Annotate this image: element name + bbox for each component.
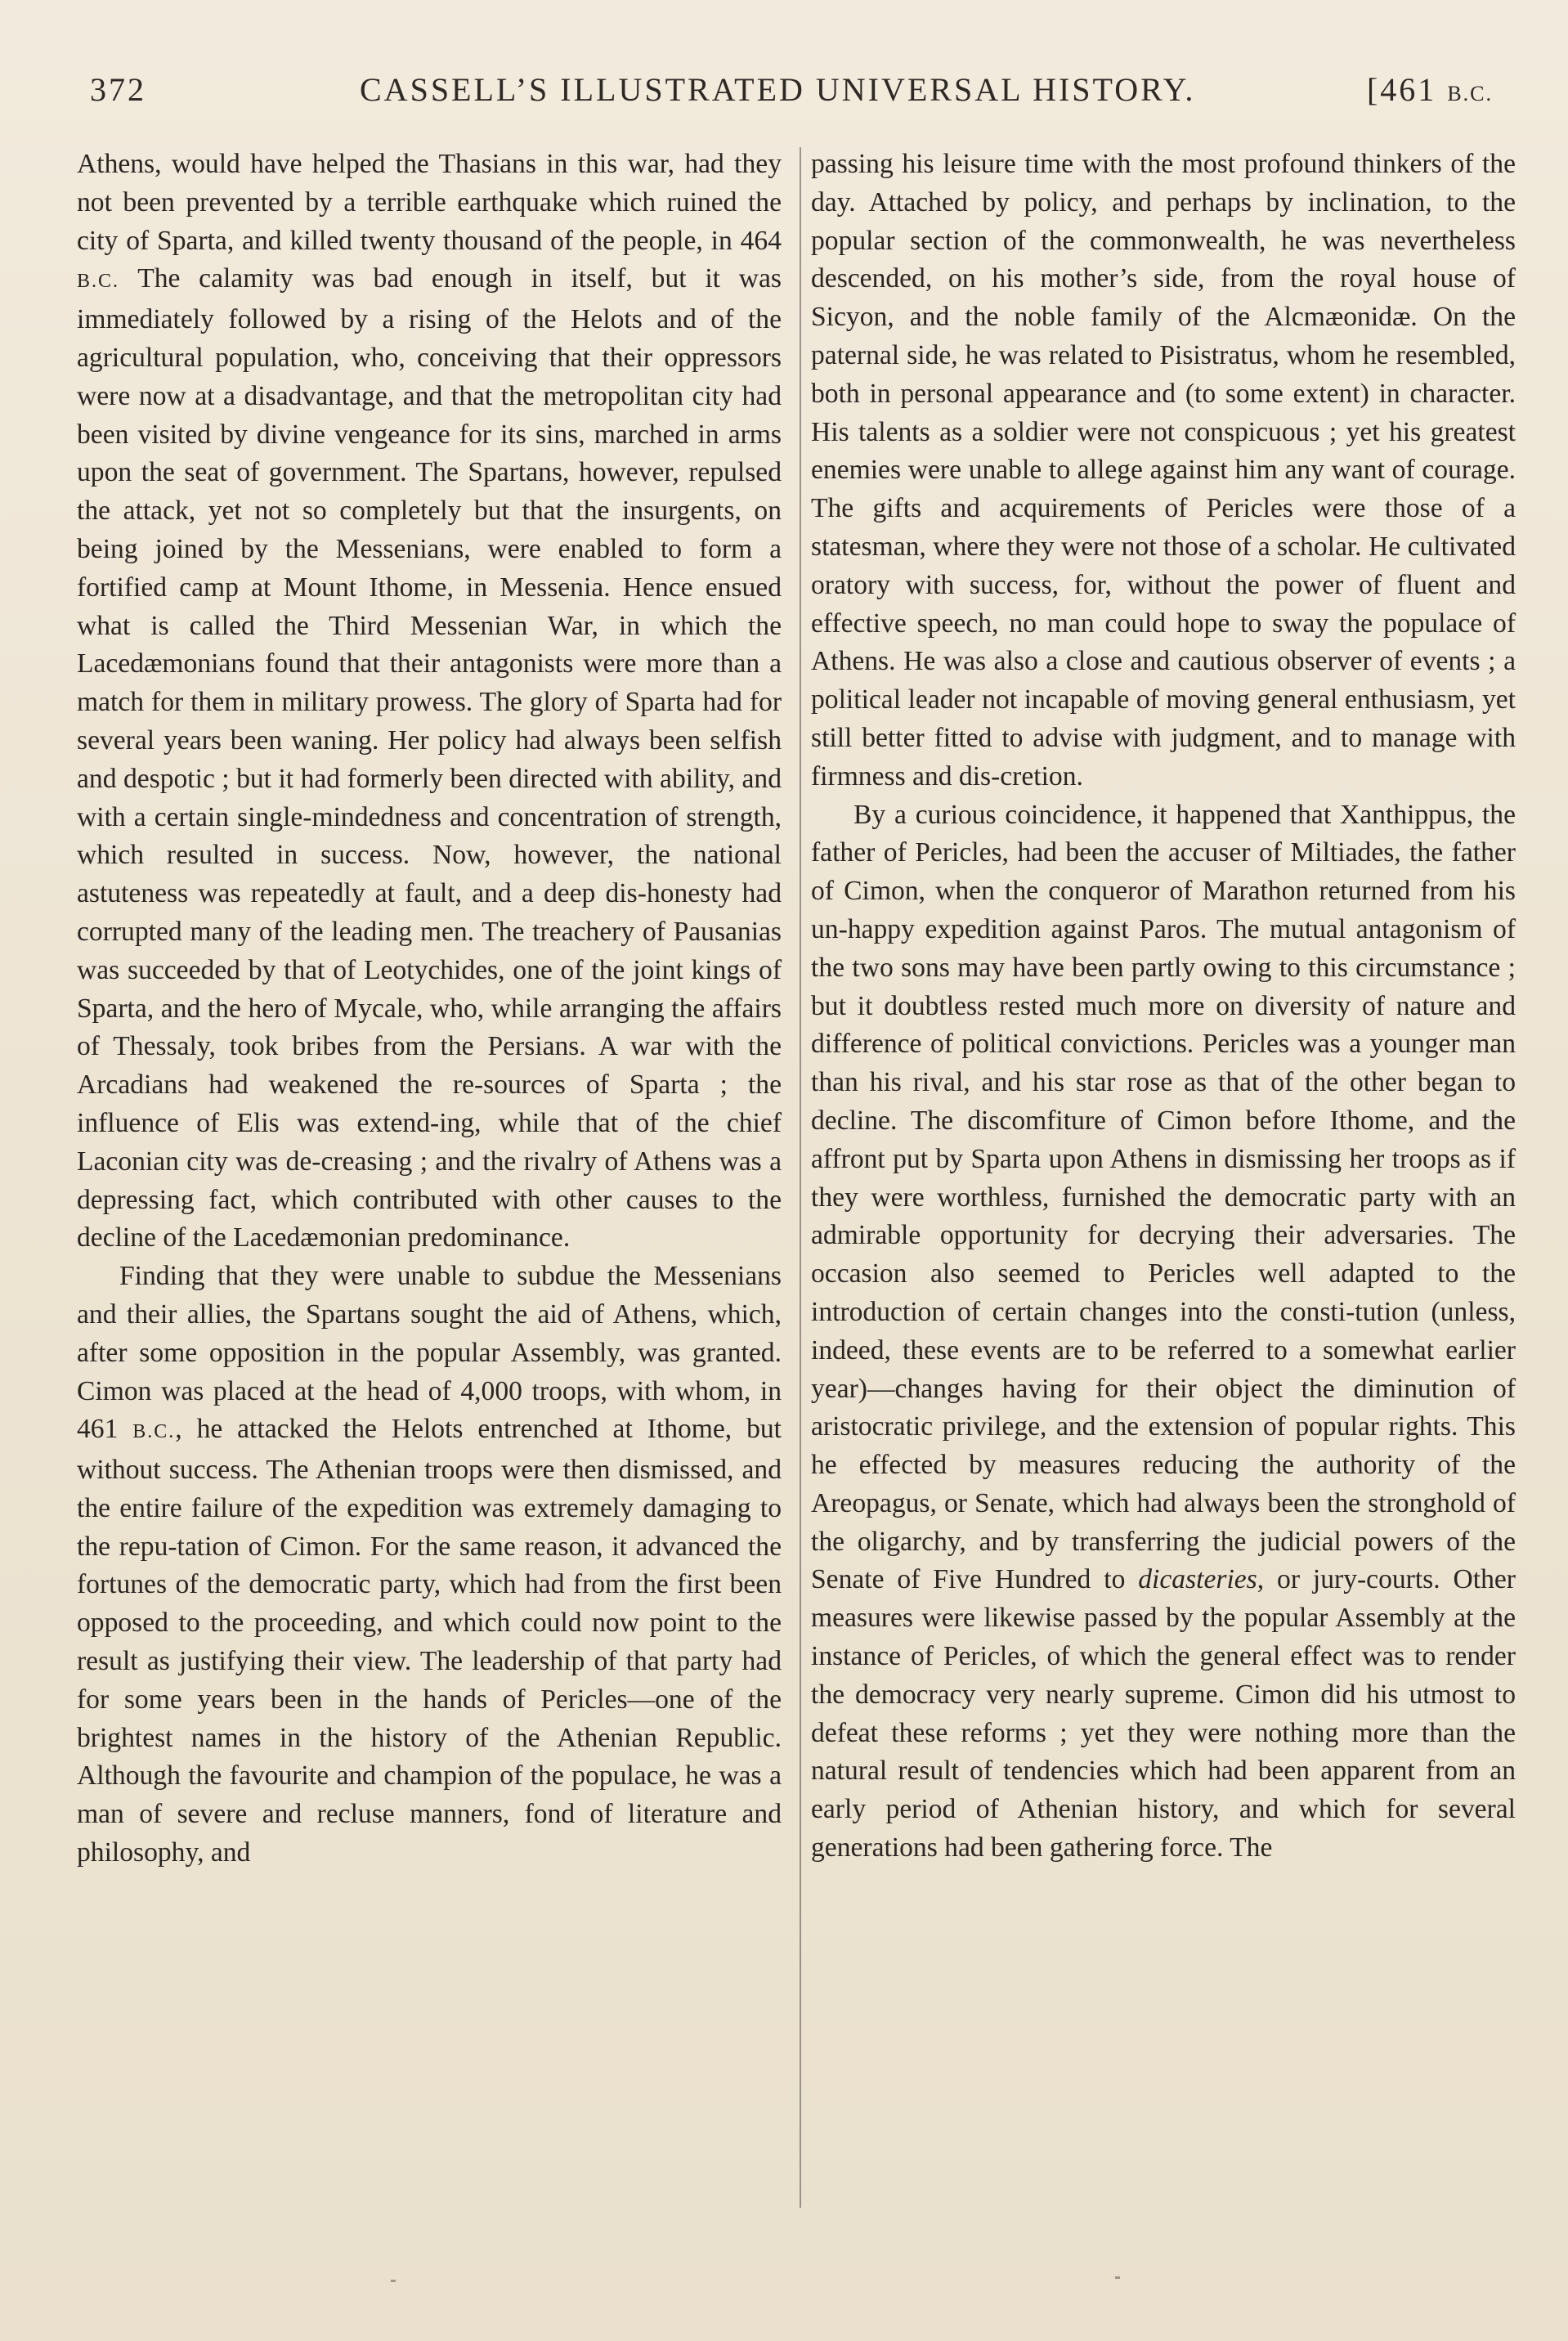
print-speck (391, 2280, 396, 2282)
book-title: CASSELL’S ILLUSTRATED UNIVERSAL HISTORY. (360, 71, 1196, 108)
left-column (77, 146, 782, 1872)
era-abbreviation: B.C. (77, 271, 120, 293)
text-run: Finding that they were unable to subdue the Messenians and their allies, the Spartans sought the aid of Athens, which, after some opposition in the popular Assembly, was granted. Cimon was placed at the head of 4,000 troops, with whom, in 461 (77, 1261, 782, 1445)
paragraph (811, 796, 1516, 1868)
running-head (90, 67, 1493, 116)
text-run: The calamity was bad enough in itself, but it was immediately followed by a rising of the Helots and of the agricultural population, who, conceiving that their oppressors were now at a disadvantage, and that the metropolitan city had been visited by divine vengeance for its sins, marched in arms upon the seat of government. The Spartans, however, repulsed the attack, yet not so completely but that the insurgents, on being joined by the Messenians, were enabled to form a fortified camp at Mount Ithome, in Messenia. Hence ensued what is called the Third Messenian War, in which the Lacedæmonians found that their antagonists were more than a match for them in military prowess. The glory of Sparta had for several years been waning. Her policy had always been selfish and despotic ; but it had formerly been directed with ability, and with a certain single-mindedness and concentration of strength, which resulted in success. Now, however, the national astuteness was repeatedly at fault, and a deep dis-honesty had corrupted many of the leading men. The treachery of Pausanias was succeeded by that of Leotychides, one of the joint kings of Sparta, and the hero of Mycale, who, while arranging the affairs of Thessaly, took bribes from the Persians. A war with the Arcadians had weakened the re-sources of Sparta ; the influence of Elis was extend-ing, while that of the chief Laconian city was de-creasing ; and the rivalry of Athens was a depressing fact, which contributed with other causes to the decline of the Lacedæmonian predominance. (77, 263, 782, 1253)
text-run: Athens, would have helped the Thasians in this war, had they not been prevented by a terrible earthquake which ruined the city of Sparta, and killed twenty thousand of the people, in 464 (77, 149, 782, 256)
column-rule (800, 147, 801, 2208)
print-speck (1115, 2276, 1120, 2279)
date-mark (1367, 70, 1493, 109)
page-number: 372 (90, 71, 146, 108)
italic-term: dicasteries (1138, 1564, 1257, 1595)
paragraph (77, 146, 782, 1258)
text-run: By a curious coincidence, it happened that Xanthippus, the father of Pericles, had been the accuser of Miltiades, the father of Cimon, when the conqueror of Marathon returned from his un-happy expedition against Paros. The mutual antagonism of the two sons may have been partly owing to this circumstance ; but it doubtless rested much more on diversity of nature and difference of political convictions. Pericles was a younger man than his rival, and his star rose as that of the other began to decline. The discomfiture of Cimon before Ithome, and the affront put by Sparta upon Athens in dismissing her troops as if they were worthless, furnished the democratic party with an admirable opportunity for decrying their adversaries. The occasion also seemed to Pericles well adapted to the introduction of certain changes into the consti-tution (unless, indeed, these events are to be referred to a somewhat earlier year)—changes having for their object the diminution of aristocratic privilege, and the extension of popular rights. This he effected by measures reducing the authority of the Areopagus, or Senate, which had always been the stronghold of the oligarchy, and by transferring the judicial powers of the Senate of Five Hundred to (811, 799, 1516, 1595)
text-run: passing his leisure time with the most profound thinkers of the day. Attached by policy, and perhaps by inclination, to the popular section of the commonwealth, he was nevertheless descended, on his mother’s side, from the royal house of Sicyon, and the noble family of the Alcmæonidæ. On the paternal side, he was related to Pisistratus, whom he resembled, both in personal appearance and (to some extent) in character. His talents as a soldier were not conspicuous ; yet his greatest enemies were unable to allege against him any want of courage. The gifts and acquirements of Pericles were those of a statesman, where they were not those of a scholar. He cultivated oratory with success, for, without the power of fluent and effective speech, no man could hope to sway the populace of Athens. He was also a close and cautious observer of events ; a political leader not incapable of moving general enthusiasm, yet still better fitted to advise with judgment, and to manage with firmness and dis-cretion. (811, 149, 1516, 792)
text-run: , he attacked the Helots entrenched at Ithome, but without success. The Athenian troops were then dismissed, and the entire failure of the expedition was extremely damaging to the repu-tation of Cimon. For the same reason, it advanced the fortunes of the democratic party, which had from the first been opposed to the proceeding, and which could now point to the result as justifying their view. The leadership of that party had for some years been in the hands of Pericles—one of the brightest names in the history of the Athenian Republic. Although the favourite and champion of the populace, he was a man of severe and recluse manners, fond of literature and philosophy, and (77, 1414, 782, 1868)
date-prefix: [461 (1366, 71, 1437, 108)
paragraph (77, 1258, 782, 1872)
paragraph (811, 146, 1516, 796)
date-era: B.C. (1447, 82, 1493, 105)
text-run: , or jury-courts. Other measures were likewise passed by the popular Assembly at the instance of Pericles, of which the general effect was to render the democracy very nearly supreme. Cimon did his utmost to defeat these reforms ; yet they were nothing more than the natural result of tendencies which had been apparent from an early period of Athenian history, and which for several generations had been gathering force. The (811, 1564, 1516, 1863)
right-column (811, 146, 1516, 1868)
era-abbreviation: B.C. (132, 1421, 176, 1443)
